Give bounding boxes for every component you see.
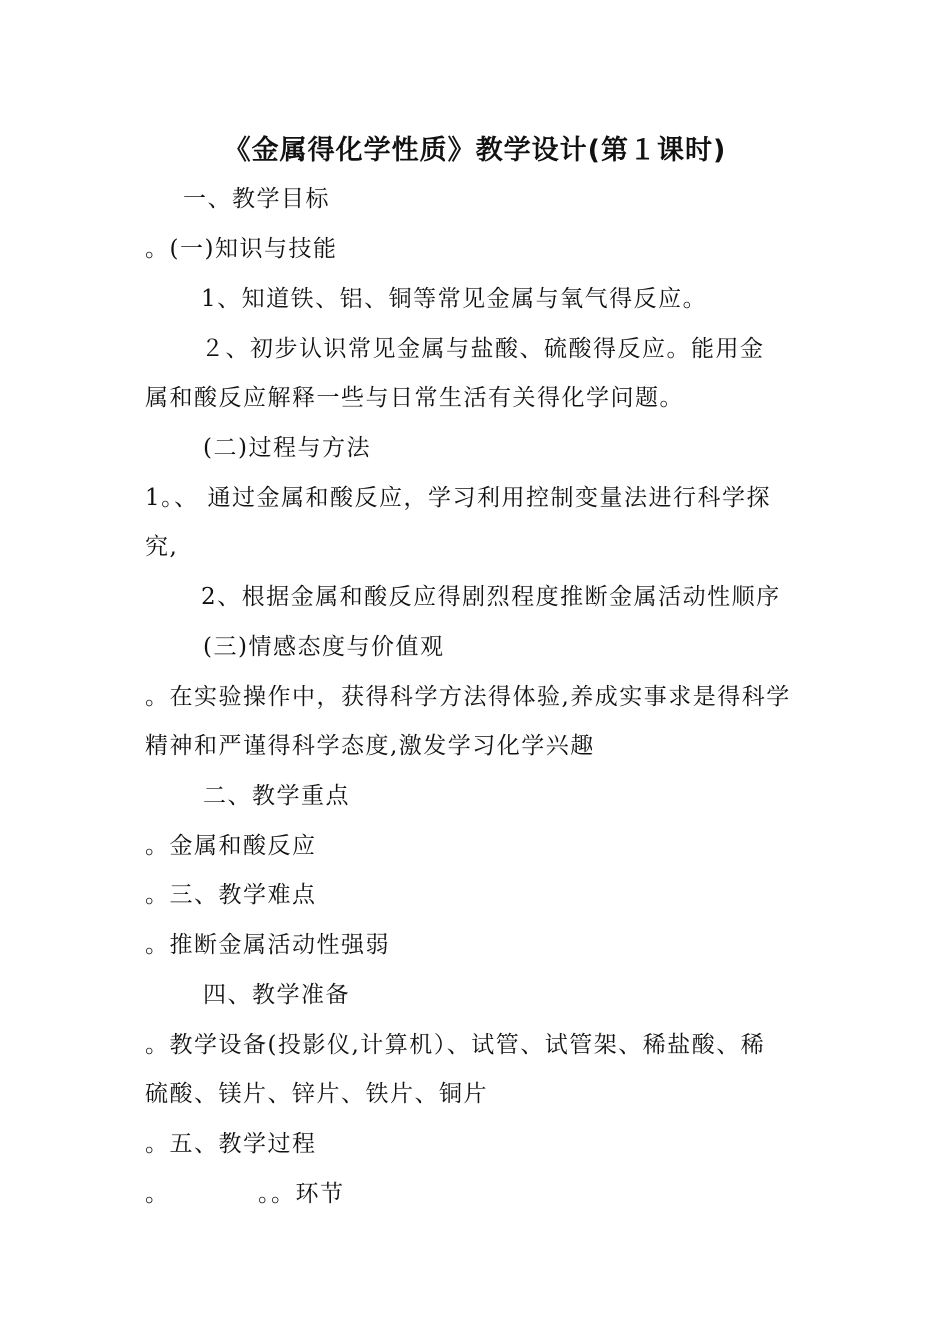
section-heading-preparation: 四、教学准备 <box>203 982 350 1008</box>
paragraph-line: 属和酸反应解释一些与日常生活有关得化学问题。 <box>145 385 684 411</box>
subsection-knowledge-skills: 。(一)知识与技能 <box>145 236 338 262</box>
paragraph-line: 2、根据金属和酸反应得剧烈程度推断金属活动性顺序 <box>201 584 781 610</box>
paragraph-line: 。金属和酸反应 <box>145 833 317 859</box>
paragraph-line: ２、初步认识常见金属与盐酸、硫酸得反应。能用金 <box>201 336 765 362</box>
subsection-emotion-values: (三)情感态度与价值观 <box>203 634 445 660</box>
section-heading-objectives: 一、教学目标 <box>183 186 330 212</box>
paragraph-line: 。教学设备(投影仪,计算机）、试管、试管架、稀盐酸、稀 <box>145 1032 766 1058</box>
table-cell-stage: 。。环节 <box>258 1181 345 1207</box>
paragraph-line: 硫酸、镁片、锌片、铁片、铜片 <box>145 1081 488 1107</box>
paragraph-line: 。在实验操作中，获得科学方法得体验,养成实事求是得科学 <box>145 684 791 710</box>
paragraph-line: 究, <box>145 534 179 560</box>
document-title: 《金属得化学性质》教学设计(第１课时) <box>223 135 727 166</box>
paragraph-line: 精神和严谨得科学态度,激发学习化学兴趣 <box>145 733 595 759</box>
paragraph-line: 1、知道铁、铝、铜等常见金属与氧气得反应。 <box>201 286 708 312</box>
subsection-process-methods: (二)过程与方法 <box>203 435 371 461</box>
section-heading-key-points: 二、教学重点 <box>203 783 350 809</box>
paragraph-line: 1。、 通过金属和酸反应，学习利用控制变量法进行科学探 <box>145 485 771 511</box>
table-cell-fragment: 。 <box>145 1181 170 1207</box>
paragraph-line: 。推断金属活动性强弱 <box>145 932 390 958</box>
section-heading-process: 。五、教学过程 <box>145 1131 317 1157</box>
section-heading-difficulties: 。三、教学难点 <box>145 882 317 908</box>
